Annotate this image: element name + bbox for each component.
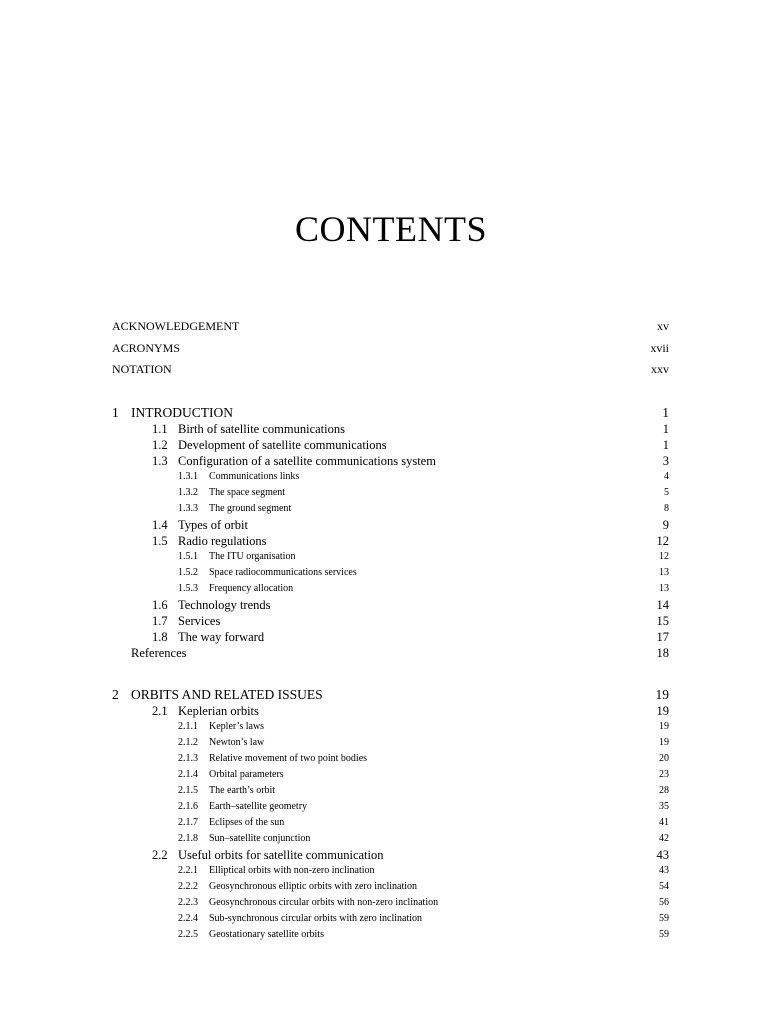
entry-title: Kepler’s laws bbox=[209, 720, 265, 732]
section-number: 2.1 bbox=[152, 703, 168, 718]
section-entry bbox=[112, 613, 669, 629]
entry-title: Newton’s law bbox=[209, 736, 265, 748]
subsection-entry bbox=[112, 879, 669, 895]
entry-title: Geostationary satellite orbits bbox=[209, 928, 324, 940]
chapters-list bbox=[112, 383, 669, 943]
entry-title: Sun–satellite conjunction bbox=[209, 832, 311, 844]
entry-title: Birth of satellite communications bbox=[178, 421, 345, 436]
entry-title: ACKNOWLEDGEMENT bbox=[112, 319, 240, 333]
page-title: CONTENTS bbox=[295, 209, 487, 249]
entry-title: The earth’s orbit bbox=[209, 784, 276, 796]
subsection-entry bbox=[112, 751, 669, 767]
entry-title: Orbital parameters bbox=[209, 768, 284, 780]
section-number: 1.6 bbox=[152, 597, 168, 612]
page-number: 8 bbox=[664, 502, 669, 514]
subsection-entry bbox=[112, 911, 669, 927]
subsection-entry bbox=[112, 783, 669, 799]
subsection-entry bbox=[112, 581, 669, 597]
section-number: 2.2.1 bbox=[178, 864, 198, 876]
subsection-entry bbox=[112, 767, 669, 783]
entry-title: Types of orbit bbox=[178, 517, 248, 532]
entry-title: Sub-synchronous circular orbits with zero inclination bbox=[209, 912, 423, 924]
entry-title: The ground segment bbox=[209, 502, 292, 514]
entry-title: Development of satellite communications bbox=[178, 437, 387, 452]
section-number: 1.5.2 bbox=[178, 566, 198, 578]
section-number: 1.4 bbox=[152, 517, 168, 532]
section-number: 2.2.5 bbox=[178, 928, 198, 940]
section-number: 1.5.3 bbox=[178, 582, 198, 594]
entry-title: Communications links bbox=[209, 470, 300, 482]
entry-title: Keplerian orbits bbox=[178, 703, 259, 718]
page-number: 13 bbox=[659, 566, 669, 578]
subsection-entry bbox=[112, 485, 669, 501]
entry-title: NOTATION bbox=[112, 362, 172, 376]
page-number: 43 bbox=[656, 847, 669, 862]
page-number: 5 bbox=[664, 486, 669, 498]
chapter-entry bbox=[112, 687, 669, 703]
chapter-number: 2 bbox=[112, 686, 119, 702]
section-entry bbox=[112, 421, 669, 437]
subsection-entry bbox=[112, 735, 669, 751]
references-entry bbox=[112, 645, 669, 661]
subsection-entry bbox=[112, 799, 669, 815]
section-number: 1.3 bbox=[152, 453, 168, 468]
front-matter-entry bbox=[112, 340, 669, 362]
page-number: 13 bbox=[659, 582, 669, 594]
subsection-entry bbox=[112, 863, 669, 879]
entry-title: Services bbox=[178, 613, 221, 628]
front-matter bbox=[112, 318, 669, 383]
page-number: 1 bbox=[662, 437, 669, 452]
page-number: 1 bbox=[662, 404, 669, 420]
entry-title: Space radiocommunications services bbox=[209, 566, 357, 578]
page-number: 19 bbox=[659, 720, 669, 732]
page-number: 12 bbox=[659, 550, 669, 562]
page-number: 42 bbox=[659, 832, 669, 844]
page-number: 56 bbox=[659, 896, 669, 908]
page-number: 12 bbox=[656, 533, 669, 548]
section-number: 1.2 bbox=[152, 437, 168, 452]
section-entry bbox=[112, 437, 669, 453]
section-entry bbox=[112, 453, 669, 469]
section-number: 2.2 bbox=[152, 847, 168, 862]
subsection-entry bbox=[112, 895, 669, 911]
subsection-entry bbox=[112, 549, 669, 565]
section-number: 1.3.2 bbox=[178, 486, 198, 498]
section-number: 1.1 bbox=[152, 421, 168, 436]
page-number: 23 bbox=[659, 768, 669, 780]
entry-title: Eclipses of the sun bbox=[209, 816, 285, 828]
page-number: 17 bbox=[656, 629, 669, 644]
spacer bbox=[112, 661, 669, 687]
section-number: 2.2.3 bbox=[178, 896, 198, 908]
section-number: 2.2.4 bbox=[178, 912, 198, 924]
page-number: 59 bbox=[659, 928, 669, 940]
section-number: 2.1.8 bbox=[178, 832, 198, 844]
entry-title: Relative movement of two point bodies bbox=[209, 752, 368, 764]
entry-title: The space segment bbox=[209, 486, 286, 498]
subsection-entry bbox=[112, 831, 669, 847]
page-number: 28 bbox=[659, 784, 669, 796]
entry-title: Elliptical orbits with non-zero inclination bbox=[209, 864, 375, 876]
entry-title: ACRONYMS bbox=[112, 340, 181, 355]
page-number: 20 bbox=[659, 752, 669, 764]
section-entry bbox=[112, 847, 669, 863]
entry-title: Geosynchronous circular orbits with non-zero inclination bbox=[209, 896, 439, 908]
page-number: 59 bbox=[659, 912, 669, 924]
chapter-title: INTRODUCTION bbox=[131, 404, 233, 420]
section-entry bbox=[112, 533, 669, 549]
page-number: 41 bbox=[659, 816, 669, 828]
entry-title: References bbox=[131, 645, 187, 660]
chapter-title: ORBITS AND RELATED ISSUES bbox=[131, 686, 323, 702]
page-number: 15 bbox=[656, 613, 669, 628]
section-number: 2.1.5 bbox=[178, 784, 198, 796]
front-matter-entry bbox=[112, 318, 669, 340]
section-number: 2.1.2 bbox=[178, 736, 198, 748]
section-number: 2.1.3 bbox=[178, 752, 198, 764]
section-entry bbox=[112, 597, 669, 613]
page-number: xv bbox=[657, 319, 669, 333]
chapter-entry bbox=[112, 405, 669, 421]
page-number: 18 bbox=[656, 645, 669, 660]
section-number: 1.3.3 bbox=[178, 502, 198, 514]
section-entry bbox=[112, 629, 669, 645]
page-number: 4 bbox=[664, 470, 669, 482]
subsection-entry bbox=[112, 565, 669, 581]
entry-title: The way forward bbox=[178, 629, 265, 644]
section-number: 2.1.1 bbox=[178, 720, 198, 732]
section-number: 1.7 bbox=[152, 613, 168, 628]
page-number: 54 bbox=[659, 880, 669, 892]
page-number: 19 bbox=[656, 703, 669, 718]
page-number: 3 bbox=[662, 453, 669, 468]
page-number: xxv bbox=[651, 362, 669, 376]
page-number: 35 bbox=[659, 800, 669, 812]
entry-title: Frequency allocation bbox=[209, 582, 294, 594]
entry-title: Useful orbits for satellite communication bbox=[178, 847, 384, 862]
section-number: 1.8 bbox=[152, 629, 168, 644]
entry-title: Configuration of a satellite communications system bbox=[178, 453, 436, 468]
entry-title: Earth–satellite geometry bbox=[209, 800, 308, 812]
page-number: 19 bbox=[655, 686, 669, 702]
table-of-contents bbox=[112, 318, 669, 943]
spacer bbox=[112, 383, 669, 405]
entry-title: Technology trends bbox=[178, 597, 271, 612]
section-entry bbox=[112, 517, 669, 533]
section-entry bbox=[112, 703, 669, 719]
page-number: 43 bbox=[659, 864, 669, 876]
entry-title: Radio regulations bbox=[178, 533, 267, 548]
subsection-entry bbox=[112, 501, 669, 517]
subsection-entry bbox=[112, 815, 669, 831]
subsection-entry bbox=[112, 469, 669, 485]
subsection-entry bbox=[112, 719, 669, 735]
page-number: 9 bbox=[662, 517, 669, 532]
front-matter-entry bbox=[112, 361, 669, 383]
page-number: 19 bbox=[659, 736, 669, 748]
section-number: 1.5.1 bbox=[178, 550, 198, 562]
section-number: 2.1.7 bbox=[178, 816, 198, 828]
section-number: 1.3.1 bbox=[178, 470, 198, 482]
page-number: xvii bbox=[650, 340, 669, 355]
chapter-number: 1 bbox=[112, 404, 119, 420]
page-number: 14 bbox=[656, 597, 669, 612]
entry-title: The ITU organisation bbox=[209, 550, 296, 562]
subsection-entry bbox=[112, 927, 669, 943]
section-number: 1.5 bbox=[152, 533, 168, 548]
section-number: 2.2.2 bbox=[178, 880, 198, 892]
page-number: 1 bbox=[662, 421, 669, 436]
entry-title: Geosynchronous elliptic orbits with zero inclination bbox=[209, 880, 418, 892]
section-number: 2.1.4 bbox=[178, 768, 198, 780]
section-number: 2.1.6 bbox=[178, 800, 198, 812]
